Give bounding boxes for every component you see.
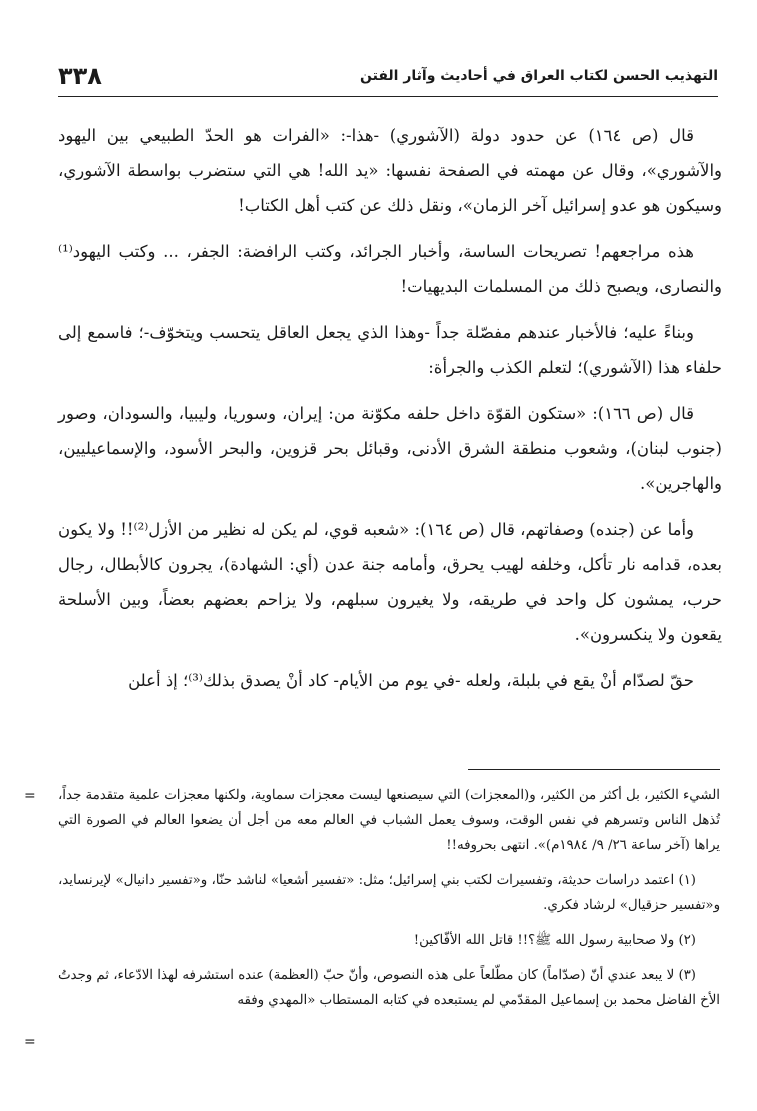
paragraph-6: حقّ لصدّام أنْ يقع في بلبلة، ولعله -في يوم من الأيام- كاد أنْ يصدق بذلك⁽³⁾؛ إذ أعلن xyxy=(128,671,694,690)
page-header xyxy=(58,58,718,94)
footnote-3: (٣) لا يبعد عندي أنّ (صدّاماً) كان مطّلعاً على هذه النصوص، وأنّ حبّ (العظمة) عنده استشرفه لهذا الادّعاء، ثم وجدتُ الأخ الفاضل محمد بن إسماعيل المقدّمي لم يستبعده في كتابه المستطاب «المهدي وفقه xyxy=(58,968,720,1008)
footnote-1: (١) اعتمد دراسات حديثة، وتفسيرات لكتب بني إسرائيل؛ مثل: «تفسير أشعيا» لناشد حنّا، و«تفسير دانيال» لإيرنسايد، و«تفسير حزقيال» لرشاد فكري. xyxy=(58,873,720,913)
main-text xyxy=(58,118,722,709)
running-title: التهذيب الحسن لكتاب العراق في أحاديث وآثار الفتن xyxy=(360,68,718,84)
footnotes xyxy=(58,783,720,1023)
paragraph-2: هذه مراجعهم! تصريحات الساسة، وأخبار الجرائد، وكتب الرافضة: الجفر، ... وكتب اليهود⁽¹⁾ والنصارى، ويصبح ذلك من المسلمات البديهيات! xyxy=(58,242,722,296)
footnote-continued: الشيء الكثير، بل أكثر من الكثير، و(المعجزات) التي سيصنعها ليست معجزات سماوية، ولكنها معجزات علمية متقدمة جداً، تُذهل الناس وتسرهم في نفس الوقت، وسوف يعمل الشباب في العالم معه من أجل أن يضعوا العالم في الصورة التي يراها (آخر ساعة ٢٦/ ٩/ ١٩٨٤م)». انتهى بحروفه!! xyxy=(58,788,720,853)
paragraph-3: وبناءً عليه؛ فالأخبار عندهم مفصّلة جداً -وهذا الذي يجعل العاقل يتحسب ويتخوّف-؛ فاسمع إلى حلفاء هذا (الآشوري)؛ لتعلم الكذب والجرأة: xyxy=(58,323,722,377)
paragraph-1: قال (ص ١٦٤) عن حدود دولة (الآشوري) -هذا-: «الفرات هو الحدّ الطبيعي بين اليهود والآشوري»، وقال عن مهمته في الصفحة نفسها: «يد الله! هي التي ستضرب بواسطة الآشوري، وسيكون هو عدو إسرائيل آخر الزمان»، ونقل ذلك عن كتب أهل الكتاب! xyxy=(58,126,722,215)
footnote-separator xyxy=(468,769,720,770)
paragraph-5: وأما عن (جنده) وصفاتهم، قال (ص ١٦٤): «شعبه قوي، لم يكن له نظير من الأزل⁽²⁾!! ولا يكون بعده، قدامه نار تأكل، وخلفه لهيب يحرق، وأمامه جنة عدن (أي: الشهادة)، يجرون كالأبطال، رجال حرب، يمشون كل واحد في طريقه، ولا يغيرون سبلهم، ولا يزاحم بعضهم بعضاً، وبين الأسلحة يقعون ولا ينكسرون». xyxy=(58,520,722,644)
footnote-2: (٢) ولا صحابية رسول الله ﷺ؟!! قاتل الله الأفّاكين! xyxy=(413,933,696,948)
continues-next-page-mark: = xyxy=(24,1034,36,1050)
header-rule xyxy=(58,96,718,97)
continued-note-mark: = xyxy=(24,788,36,804)
page-number: ٣٣٨ xyxy=(58,62,102,90)
paragraph-4: قال (ص ١٦٦): «ستكون القوّة داخل حلفه مكوّنة من: إيران، وسوريا، وليبيا، والسودان، وصور (جنوب لبنان)، وشعوب منطقة الشرق الأدنى، وقبائل بحر قزوين، والبحر الأسود، والإسماعيليين، والهاجرين». xyxy=(58,404,722,493)
